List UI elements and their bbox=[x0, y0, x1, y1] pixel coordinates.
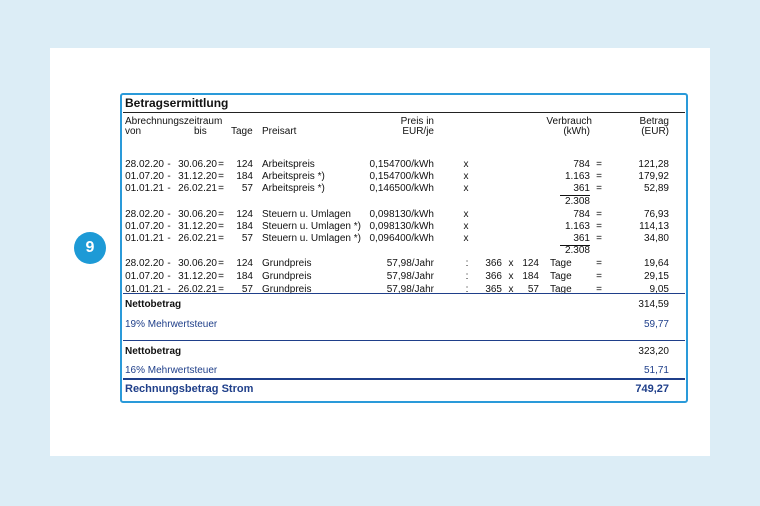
usage-subtotal: 2.308 bbox=[564, 245, 590, 256]
row-equals: = bbox=[218, 221, 224, 232]
summary-divider-2 bbox=[123, 340, 685, 341]
row-equals: = bbox=[218, 171, 224, 182]
row-to-date: 31.12.20 bbox=[178, 271, 217, 282]
row-dash: - bbox=[167, 271, 171, 282]
row-year-days: 365 bbox=[485, 284, 502, 295]
total-amount: 749,27 bbox=[635, 383, 669, 395]
mwst19-label: 19% Mehrwertsteuer bbox=[125, 319, 218, 330]
mwst16-label: 16% Mehrwertsteuer bbox=[125, 365, 218, 376]
row-price: 0,098130/kWh bbox=[369, 221, 434, 232]
row-multiply: x bbox=[463, 183, 469, 194]
header-price-l2: EUR/je bbox=[402, 126, 434, 137]
row-days: 184 bbox=[236, 271, 253, 282]
row-amount: 121,28 bbox=[638, 159, 669, 170]
row-to-date: 31.12.20 bbox=[178, 221, 217, 232]
row-days: 124 bbox=[236, 159, 253, 170]
header-to: bis bbox=[194, 126, 207, 137]
row-multiply: x bbox=[508, 271, 514, 282]
row-colon: : bbox=[465, 284, 469, 295]
row-unit: Tage bbox=[550, 258, 572, 269]
row-equals: = bbox=[596, 271, 602, 282]
row-multiply: x bbox=[463, 159, 469, 170]
row-amount: 9,05 bbox=[649, 284, 669, 295]
row-to-date: 26.02.21 bbox=[178, 284, 217, 295]
row-colon: : bbox=[465, 258, 469, 269]
row-price: 0,098130/kWh bbox=[369, 209, 434, 220]
row-equals: = bbox=[218, 233, 224, 244]
netto2-amount: 323,20 bbox=[638, 346, 669, 357]
row-price-type: Grundpreis bbox=[262, 271, 312, 282]
row-equals: = bbox=[596, 183, 602, 194]
row-multiply: x bbox=[463, 171, 469, 182]
row-days: 57 bbox=[241, 284, 253, 295]
netto1-label: Nettobetrag bbox=[125, 299, 182, 310]
usage-subtotal: 2.308 bbox=[564, 196, 590, 207]
row-equals: = bbox=[596, 159, 602, 170]
row-equals: = bbox=[218, 209, 224, 220]
mwst16-amount: 51,71 bbox=[643, 365, 669, 376]
row-days: 57 bbox=[241, 233, 253, 244]
row-equals: = bbox=[218, 159, 224, 170]
row-from-date: 01.01.21 bbox=[125, 183, 164, 194]
netto1-amount: 314,59 bbox=[638, 299, 669, 310]
row-equals: = bbox=[596, 284, 602, 295]
row-price: 0,146500/kWh bbox=[369, 183, 434, 194]
row-equals: = bbox=[596, 233, 602, 244]
row-price-type: Arbeitspreis bbox=[262, 159, 315, 170]
row-price: 57,98/Jahr bbox=[386, 284, 434, 295]
row-price-type: Arbeitspreis *) bbox=[262, 171, 325, 182]
row-dash: - bbox=[167, 209, 171, 220]
billing-table-frame bbox=[120, 93, 688, 403]
row-equals: = bbox=[596, 209, 602, 220]
row-amount: 34,80 bbox=[643, 233, 669, 244]
row-equals: = bbox=[596, 221, 602, 232]
row-to-date: 30.06.20 bbox=[178, 258, 217, 269]
row-from-date: 01.01.21 bbox=[125, 284, 164, 295]
row-usage: 784 bbox=[573, 159, 590, 170]
row-multiply: x bbox=[463, 233, 469, 244]
header-days: Tage bbox=[231, 126, 253, 137]
header-from: von bbox=[125, 126, 142, 137]
row-usage: 1.163 bbox=[564, 221, 590, 232]
row-from-date: 01.01.21 bbox=[125, 233, 164, 244]
row-colon: : bbox=[465, 271, 469, 282]
table-title: Betragsermittlung bbox=[125, 96, 229, 110]
row-from-date: 01.07.20 bbox=[125, 171, 164, 182]
row-price: 0,096400/kWh bbox=[369, 233, 434, 244]
row-from-date: 01.07.20 bbox=[125, 271, 164, 282]
total-divider bbox=[123, 378, 685, 380]
row-dash: - bbox=[167, 171, 171, 182]
row-equals: = bbox=[218, 258, 224, 269]
row-price-type: Arbeitspreis *) bbox=[262, 183, 325, 194]
row-multiply: x bbox=[463, 209, 469, 220]
row-price: 57,98/Jahr bbox=[386, 258, 434, 269]
row-equals: = bbox=[218, 284, 224, 295]
row-price: 0,154700/kWh bbox=[369, 171, 434, 182]
row-unit: Tage bbox=[550, 271, 572, 282]
row-amount: 114,13 bbox=[639, 221, 669, 232]
row-days: 124 bbox=[236, 258, 253, 269]
row-dash: - bbox=[167, 183, 171, 194]
row-days: 184 bbox=[236, 221, 253, 232]
row-dash: - bbox=[167, 221, 171, 232]
row-to-date: 30.06.20 bbox=[178, 159, 217, 170]
row-multiply: x bbox=[508, 258, 514, 269]
row-amount: 179,92 bbox=[638, 171, 669, 182]
row-price-type: Grundpreis bbox=[262, 258, 312, 269]
row-multiply: x bbox=[463, 221, 469, 232]
row-dash: - bbox=[167, 233, 171, 244]
step-badge: 9 bbox=[74, 232, 106, 264]
netto2-label: Nettobetrag bbox=[125, 346, 182, 357]
row-days: 124 bbox=[236, 209, 253, 220]
row-to-date: 26.02.21 bbox=[178, 183, 217, 194]
total-label: Rechnungsbetrag Strom bbox=[125, 383, 254, 395]
row-dash: - bbox=[167, 159, 171, 170]
row-usage: 361 bbox=[560, 183, 590, 196]
row-to-date: 26.02.21 bbox=[178, 233, 217, 244]
row-price-type: Steuern u. Umlagen *) bbox=[262, 221, 361, 232]
header-usage-l2: (kWh) bbox=[563, 126, 590, 137]
row-equals: = bbox=[596, 258, 602, 269]
row-equals: = bbox=[218, 271, 224, 282]
row-to-date: 31.12.20 bbox=[178, 171, 217, 182]
row-price: 57,98/Jahr bbox=[386, 271, 434, 282]
row-from-date: 28.02.20 bbox=[125, 209, 164, 220]
mwst19-amount: 59,77 bbox=[643, 319, 669, 330]
row-to-date: 30.06.20 bbox=[178, 209, 217, 220]
title-divider bbox=[123, 112, 685, 113]
row-from-date: 28.02.20 bbox=[125, 258, 164, 269]
row-from-date: 01.07.20 bbox=[125, 221, 164, 232]
row-price-type: Steuern u. Umlagen bbox=[262, 209, 351, 220]
row-amount: 29,15 bbox=[643, 271, 669, 282]
row-price: 0,154700/kWh bbox=[369, 159, 434, 170]
row-amount: 76,93 bbox=[643, 209, 669, 220]
header-amount-l1: Betrag bbox=[639, 116, 669, 127]
row-days: 57 bbox=[241, 183, 253, 194]
row-year-days: 366 bbox=[485, 258, 502, 269]
row-amount: 19,64 bbox=[643, 258, 669, 269]
row-price-type: Steuern u. Umlagen *) bbox=[262, 233, 361, 244]
row-price-type: Grundpreis bbox=[262, 284, 312, 295]
header-price-type: Preisart bbox=[262, 126, 297, 137]
row-year-days: 366 bbox=[485, 271, 502, 282]
row-dash: - bbox=[167, 284, 171, 295]
row-usage: 784 bbox=[573, 209, 590, 220]
row-equals: = bbox=[596, 171, 602, 182]
row-equals: = bbox=[218, 183, 224, 194]
summary-divider-1 bbox=[123, 293, 685, 294]
row-usage: 1.163 bbox=[564, 171, 590, 182]
header-period: Abrechnungszeitraum bbox=[125, 116, 223, 127]
row-from-date: 28.02.20 bbox=[125, 159, 164, 170]
header-usage-l1: Verbrauch bbox=[546, 116, 592, 127]
row-unit: Tage bbox=[550, 284, 572, 295]
row-usage: 361 bbox=[560, 233, 590, 246]
header-price-l1: Preis in bbox=[400, 116, 434, 127]
row-period-days: 124 bbox=[522, 258, 539, 269]
header-amount-l2: (EUR) bbox=[641, 126, 669, 137]
row-amount: 52,89 bbox=[643, 183, 669, 194]
row-dash: - bbox=[167, 258, 171, 269]
row-days: 184 bbox=[236, 171, 253, 182]
row-multiply: x bbox=[508, 284, 514, 295]
row-period-days: 184 bbox=[522, 271, 539, 282]
row-period-days: 57 bbox=[527, 284, 539, 295]
